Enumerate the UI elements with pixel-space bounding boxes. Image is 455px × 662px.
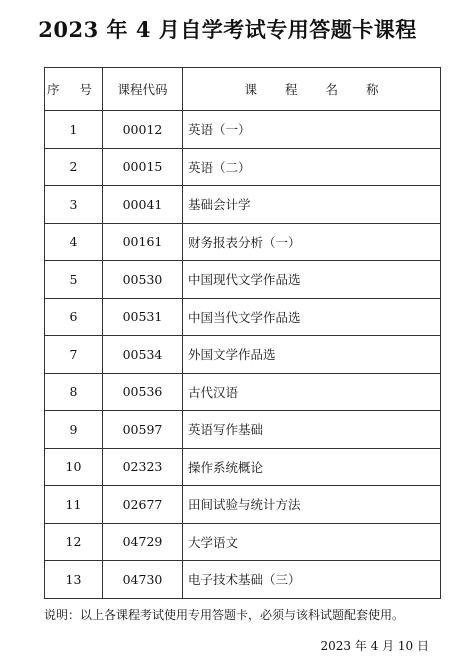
table-row: [45, 373, 441, 411]
header-row: [45, 68, 441, 111]
header-number: 序 号: [45, 68, 103, 111]
course-code: 04729: [103, 523, 183, 561]
row-number: 5: [45, 261, 103, 299]
course-code: 00161: [103, 223, 183, 261]
table-row: [45, 561, 441, 599]
row-number: 12: [45, 523, 103, 561]
row-number: 1: [45, 111, 103, 149]
header-course-code: 课程代码: [103, 68, 183, 111]
course-name: 大学语文: [183, 523, 441, 561]
table-header: [45, 68, 441, 111]
course-name: 英语写作基础: [183, 411, 441, 449]
course-name: 电子技术基础（三）: [183, 561, 441, 599]
course-code: 00012: [103, 111, 183, 149]
course-name: 田间试验与统计方法: [183, 486, 441, 524]
course-code: 00536: [103, 373, 183, 411]
course-name: 中国现代文学作品选: [183, 261, 441, 299]
row-number: 10: [45, 448, 103, 486]
course-name: 英语（一）: [183, 111, 441, 149]
row-number: 4: [45, 223, 103, 261]
table-body: [45, 111, 441, 599]
page-title: 2023 年 4 月自学考试专用答题卡课程: [38, 17, 417, 42]
course-code: 04730: [103, 561, 183, 599]
table-row: [45, 448, 441, 486]
table-row: [45, 148, 441, 186]
header-course-name: 课 程 名 称: [183, 68, 441, 111]
course-code: 00041: [103, 186, 183, 224]
row-number: 11: [45, 486, 103, 524]
course-code: 00534: [103, 336, 183, 374]
table-row: [45, 523, 441, 561]
course-name: 古代汉语: [183, 373, 441, 411]
course-name: 财务报表分析（一）: [183, 223, 441, 261]
course-code: 00015: [103, 148, 183, 186]
table-row: [45, 486, 441, 524]
course-name: 中国当代文学作品选: [183, 298, 441, 336]
course-code: 00531: [103, 298, 183, 336]
issue-date: 2023 年 4 月 10 日: [320, 639, 429, 653]
course-code: 00530: [103, 261, 183, 299]
table-row: [45, 111, 441, 149]
table-row: [45, 261, 441, 299]
row-number: 2: [45, 148, 103, 186]
course-code: 02323: [103, 448, 183, 486]
note-text: 说明：以上各课程考试使用专用答题卡，必须与该科试题配套使用。: [44, 608, 405, 622]
course-code: 02677: [103, 486, 183, 524]
course-name: 操作系统概论: [183, 448, 441, 486]
table-row: [45, 223, 441, 261]
table-row: [45, 186, 441, 224]
course-name: 英语（二）: [183, 148, 441, 186]
row-number: 9: [45, 411, 103, 449]
row-number: 6: [45, 298, 103, 336]
course-table: [44, 67, 441, 599]
course-code: 00597: [103, 411, 183, 449]
table-row: [45, 411, 441, 449]
course-name: 外国文学作品选: [183, 336, 441, 374]
course-name: 基础会计学: [183, 186, 441, 224]
row-number: 3: [45, 186, 103, 224]
row-number: 8: [45, 373, 103, 411]
table-row: [45, 298, 441, 336]
row-number: 13: [45, 561, 103, 599]
row-number: 7: [45, 336, 103, 374]
table-row: [45, 336, 441, 374]
